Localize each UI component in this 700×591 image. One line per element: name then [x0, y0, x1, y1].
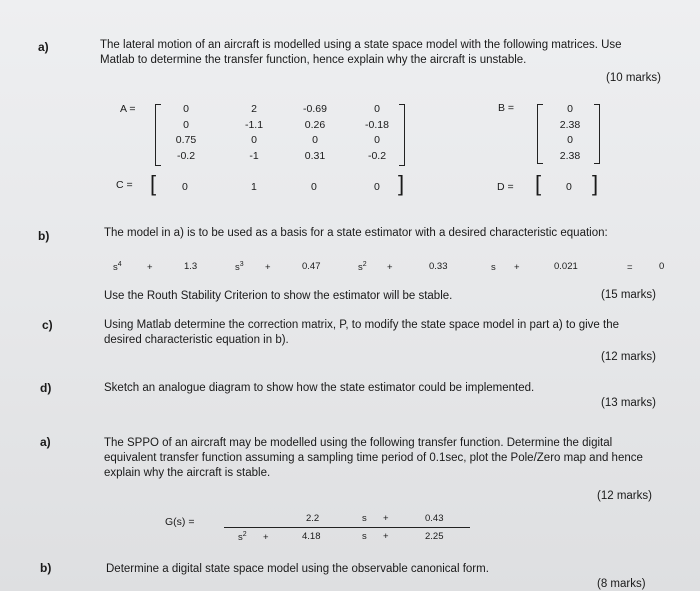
q2b-marks: (8 marks)	[597, 578, 646, 590]
q2a-text-line2: equivalent transfer function assuming a sampling time period of 0.1sec, plot the Pole/Zero map and hence	[104, 452, 643, 464]
matrix-b-col: 0 2.38 0 2.38	[559, 103, 581, 162]
q1a-text-line1: The lateral motion of an aircraft is modelled using a state space model with the following matrices. Use	[100, 39, 622, 51]
matrix-c-label: C =	[116, 179, 133, 191]
q2b-text-line1: Determine a digital state space model using the observable canonical form.	[106, 563, 489, 575]
transfer-function-label: G(s) =	[165, 516, 195, 528]
q2a-text-line1: The SPPO of an aircraft may be modelled using the following transfer function. Determine the digital	[104, 437, 613, 449]
exam-page: a) The lateral motion of an aircraft is modelled using a state space model with the following matrices. Use Matlab to determine the transfer function, hence explain why the aircraft is unstable. (10 marks) A = 0 0 0.75 -0.2 2 -1.1 0 -1 -0.69 0.26 0 0.31 0 -0.18 0 -0.2 B = 0 2.38 0 2.38 C = [ 0 1 0 0 ] D = [ 0 ] b) The model in a) is to be used as a basis for a state estimator with a desired characteristic equation: $s^4$ + 1.3 $s^3$ + 0.47 $s^2$ + 0.33 s + 0.021 = 0 Use the Routh Stability Criterion to show the estimator will be stable. (15 marks) c) Using Matlab determine the correction matrix, P, to modify the state space model in part a) to give the desired characteristic equation in b). (12 marks) d) Sketch an analogue diagram to show how the state estimator could be implemented. (13 marks) a) The SPPO of an aircraft may be modelled using the following transfer function. Determine the digital equivalent transfer function assuming a sampling time period of 0.1sec, plot the Pole/Zero map and hence explain why the aircraft is stable. (12 marks) G(s) = 2.2 s + 0.43 $s^2$ + 4.18 s + 2.25 b) Determine a digital state space model using the observable canonical form. (8 marks)	[0, 0, 700, 591]
q1b-text-line1: The model in a) is to be used as a basis for a state estimator with a desired characteristic equation:	[104, 227, 608, 239]
matrix-d-val: 0	[566, 181, 572, 193]
q1c-text-line1: Using Matlab determine the correction matrix, P, to modify the state space model in part a) to give the	[104, 319, 619, 331]
q1b-label: b)	[38, 229, 50, 243]
matrix-a-left-bracket	[155, 104, 161, 166]
matrix-b-left-bracket	[537, 104, 543, 164]
matrix-a-col-3: -0.69 0.26 0 0.31	[303, 103, 327, 162]
q1c-text-line2: desired characteristic equation in b).	[104, 334, 289, 346]
q1a-text-line2: Matlab to determine the transfer function, hence explain why the aircraft is unstable.	[100, 54, 527, 66]
q2a-label: a)	[40, 435, 51, 449]
matrix-d-left-bracket: [	[535, 171, 542, 196]
matrix-c-val-1: 0	[182, 181, 188, 193]
q1c-label: c)	[42, 318, 53, 332]
matrix-a-col-4: 0 -0.18 0 -0.2	[365, 103, 389, 162]
q1b-text-line2: Use the Routh Stability Criterion to show the estimator will be stable.	[104, 290, 453, 302]
q1d-label: d)	[40, 381, 52, 395]
q1c-marks: (12 marks)	[601, 351, 656, 363]
matrix-b-right-bracket	[594, 104, 600, 164]
q1d-marks: (13 marks)	[601, 397, 656, 409]
q2b-label: b)	[40, 561, 52, 575]
q1a-label: a)	[38, 40, 49, 54]
matrix-c-val-4: 0	[374, 181, 380, 193]
q2a-text-line3: explain why the aircraft is stable.	[104, 467, 271, 479]
q1d-text-line1: Sketch an analogue diagram to show how the state estimator could be implemented.	[104, 382, 535, 394]
q2a-marks: (12 marks)	[597, 490, 652, 502]
matrix-c-val-2: 1	[251, 181, 257, 193]
matrix-a-right-bracket	[399, 104, 405, 166]
matrix-a-label: A =	[120, 103, 136, 115]
matrix-d-label: D =	[497, 181, 514, 193]
matrix-d-right-bracket: ]	[592, 171, 599, 196]
tf-fraction-bar	[224, 527, 470, 528]
q1b-marks: (15 marks)	[601, 289, 656, 301]
q1a-marks: (10 marks)	[606, 72, 661, 84]
matrix-b-label: B =	[498, 102, 515, 114]
matrix-c-val-3: 0	[311, 181, 317, 193]
matrix-c-right-bracket: ]	[398, 171, 405, 196]
matrix-c-left-bracket: [	[150, 171, 157, 196]
matrix-a-col-1: 0 0 0.75 -0.2	[175, 103, 197, 162]
matrix-a-col-2: 2 -1.1 0 -1	[244, 103, 264, 162]
